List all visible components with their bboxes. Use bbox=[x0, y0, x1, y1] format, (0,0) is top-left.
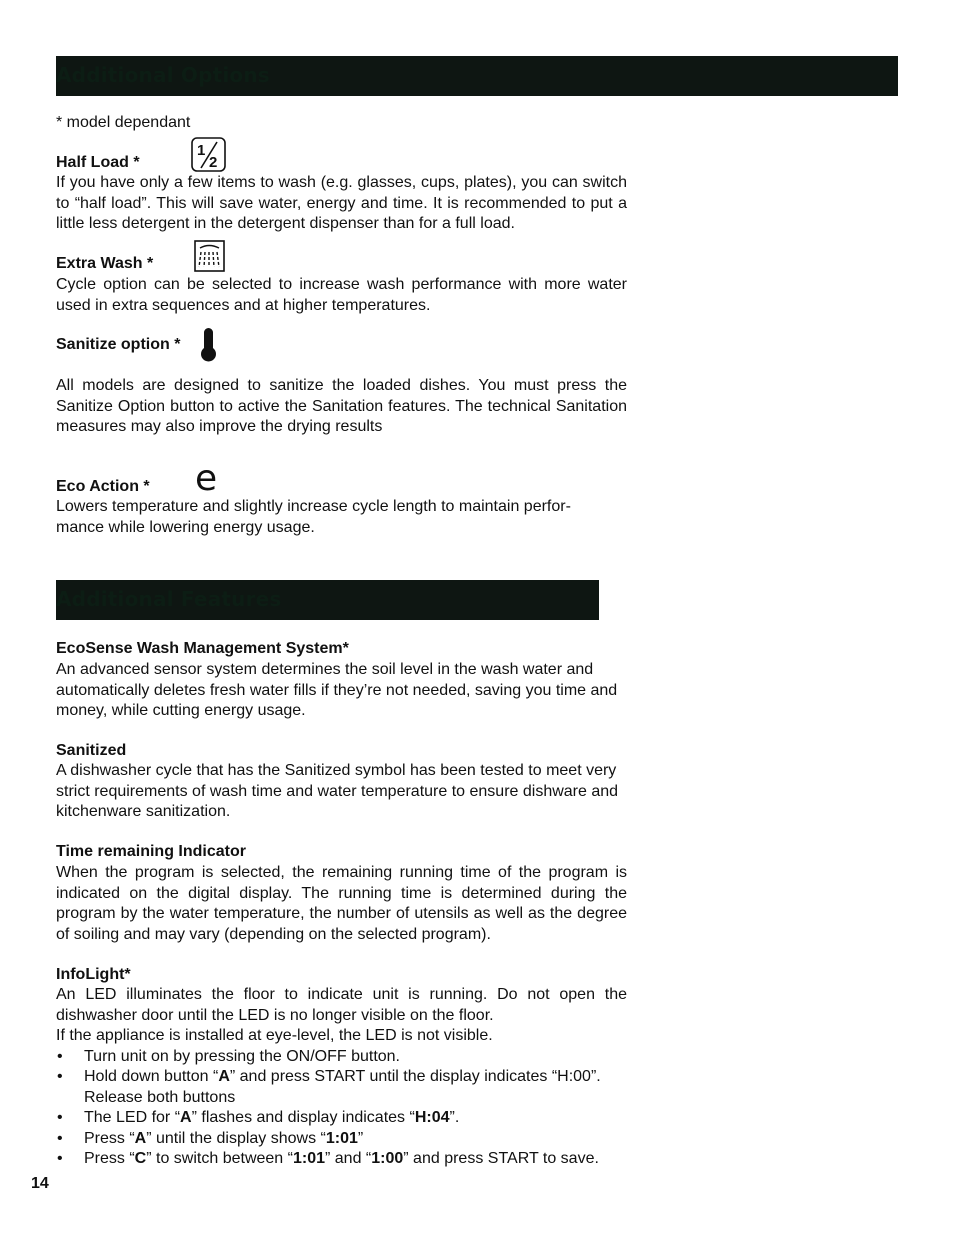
list-item: • The LED for “A” flashes and display indicates “H:04”. bbox=[56, 1108, 629, 1129]
half-load-icon bbox=[191, 137, 227, 178]
list-item: • Turn unit on by pressing the ON/OFF button. bbox=[56, 1047, 629, 1068]
section-title: Additional Options bbox=[56, 63, 270, 87]
model-dependant-note: * model dependant bbox=[56, 114, 191, 131]
eco-action-description: Lowers temperature and slightly increase cycle length to maintain perfor-mance while lowering energy usage. bbox=[56, 498, 571, 536]
infolight-description: An LED illuminates the floor to indicate unit is running. Do not open the dishwasher door until the LED is no longer visible on the floor. bbox=[56, 986, 627, 1024]
page-number: 14 bbox=[31, 1175, 49, 1192]
list-item: • Press “A” until the display shows “1:01” bbox=[56, 1129, 629, 1150]
section-header-additional-options bbox=[56, 56, 898, 96]
ecosense-description: An advanced sensor system determines the soil level in the wash water and automatically deletes fresh water fills if they’re not needed, saving you time and money, while cutting energy usage. bbox=[56, 661, 618, 719]
half-load-title: Half Load * bbox=[56, 154, 140, 171]
infolight-title: InfoLight* bbox=[56, 966, 131, 983]
time-remaining-description: When the program is selected, the remaining running time of the program is indicated on the digital display. The running time is determined during the program by the water temperature, the number of utensils as well as the degree of soiling and may vary (depending on the selected program). bbox=[56, 864, 627, 943]
svg-text:1: 1 bbox=[197, 142, 206, 159]
sanitized-description: A dishwasher cycle that has the Sanitized symbol has been tested to meet very strict requirements of wash time and water temperature to ensure dishware and kitchenware sanitization. bbox=[56, 762, 619, 820]
list-item: • Press “C” to switch between “1:01” and “1:00” and press START to save. bbox=[56, 1149, 629, 1170]
ecosense-title: EcoSense Wash Management System* bbox=[56, 640, 349, 657]
eco-action-icon: e bbox=[195, 458, 218, 499]
section-title: Additional Features bbox=[56, 587, 282, 611]
extra-wash-icon bbox=[194, 240, 226, 278]
infolight-content bbox=[56, 985, 627, 1170]
infolight-note: If the appliance is installed at eye-level, the LED is not visible. bbox=[56, 1027, 493, 1044]
thermometer-icon bbox=[198, 327, 220, 368]
list-item: • Hold down button “A” and press START until the display indicates “H:00”. Release both buttons bbox=[56, 1067, 629, 1108]
sanitize-option-title: Sanitize option * bbox=[56, 336, 181, 353]
extra-wash-title: Extra Wash * bbox=[56, 255, 154, 272]
extra-wash-description: Cycle option can be selected to increase wash performance with more water used in extra sequences and at higher temperatures. bbox=[56, 276, 627, 314]
eco-action-title: Eco Action * bbox=[56, 478, 150, 495]
sanitized-title: Sanitized bbox=[56, 742, 127, 759]
infolight-steps bbox=[56, 1047, 627, 1170]
time-remaining-title: Time remaining Indicator bbox=[56, 843, 246, 860]
half-load-description: If you have only a few items to wash (e.g. glasses, cups, plates), you can switch to “half load”. This will save water, energy and time. It is recommended to put a little less detergent in the detergent dispenser than for a full load. bbox=[56, 174, 627, 232]
section-header-additional-features bbox=[56, 580, 599, 620]
sanitize-option-description: All models are designed to sanitize the loaded dishes. You must press the Sanitize Option button to active the Sanitation features. The technical Sanitation measures may also improve the drying results bbox=[56, 377, 627, 435]
svg-text:2: 2 bbox=[209, 154, 218, 171]
